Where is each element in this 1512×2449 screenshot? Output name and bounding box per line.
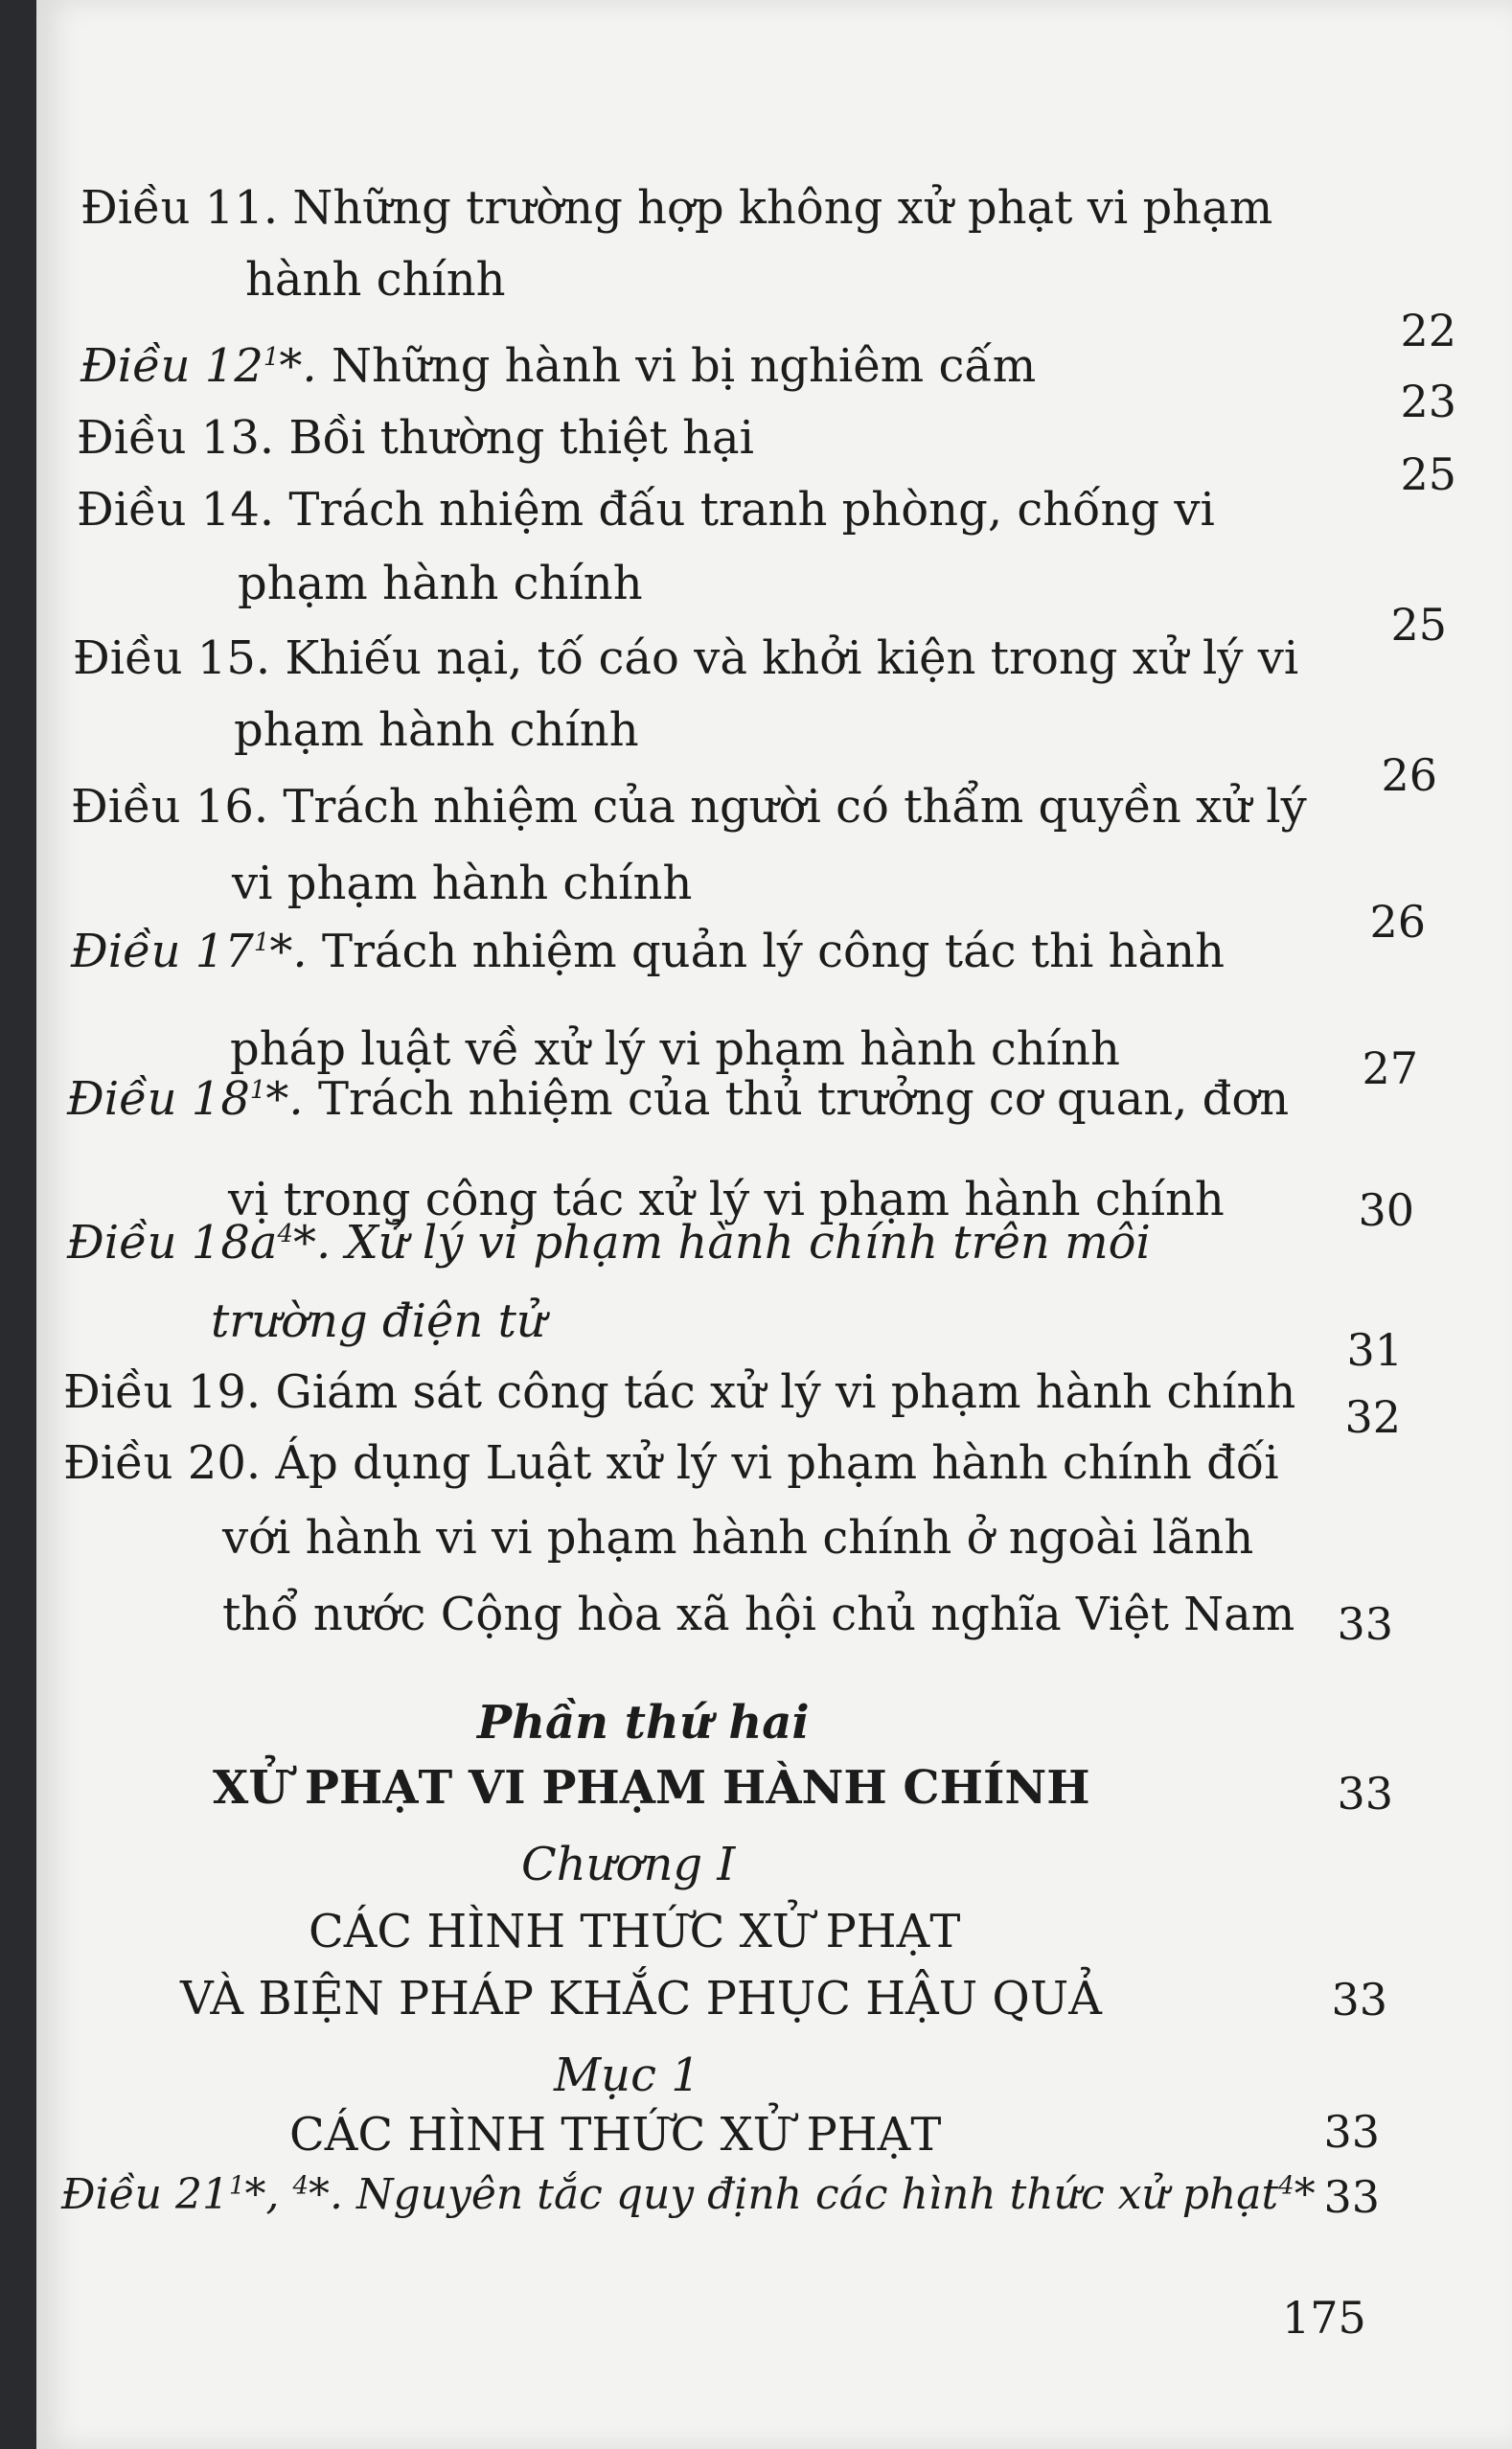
part-title: XỬ PHẠT VI PHẠM HÀNH CHÍNH: [213, 1761, 1090, 1815]
page-ref: 25: [1400, 448, 1456, 500]
toc-entry-dieu-19: [63, 1366, 1295, 1419]
book-page: [36, 0, 1512, 2449]
toc-entry-dieu-15: [73, 632, 1298, 685]
entry-text: thổ nước Cộng hòa xã hội chủ nghĩa Việt Nam: [222, 1588, 1295, 1641]
toc-entry-dieu-12: [80, 340, 1036, 393]
entry-label-mid: *,: [244, 2170, 293, 2219]
toc-entry-dieu-17-cont: [230, 1023, 1120, 1076]
entry-text: pháp luật về xử lý vi phạm hành chính: [230, 1022, 1120, 1076]
toc-entry-dieu-11: [80, 182, 1272, 235]
entry-text: Giám sát công tác xử lý vi phạm hành chính: [261, 1365, 1296, 1419]
entry-text: Nguyên tắc quy định các hình thức xử phạt: [343, 2170, 1279, 2219]
page-ref: 26: [1369, 896, 1426, 948]
entry-text: Trách nhiệm đấu tranh phòng, chống vi: [274, 483, 1215, 537]
section-label: Mục 1: [554, 2048, 700, 2102]
footnote-mark: 4: [1278, 2171, 1294, 2201]
entry-label: Điều 14.: [77, 483, 275, 537]
entry-label-suffix: *.: [293, 1216, 332, 1270]
toc-entry-dieu-17: [71, 926, 1225, 978]
chapter-label: Chương I: [521, 1838, 736, 1891]
page-ref: 27: [1362, 1042, 1418, 1094]
toc-entry-dieu-21: [61, 2171, 1316, 2220]
entry-text: Trách nhiệm của người có thẩm quyền xử lý: [268, 780, 1307, 834]
entry-text: Xử lý vi phạm hành chính trên môi: [331, 1216, 1151, 1270]
page-ref: 25: [1390, 599, 1447, 651]
entry-text: với hành vi vi phạm hành chính ở ngoài lãnh: [222, 1511, 1254, 1565]
entry-label: Điều 20.: [63, 1436, 262, 1490]
entry-label: Điều 18: [67, 1072, 250, 1126]
toc-entry-dieu-16: [71, 781, 1307, 834]
entry-text: phạm hành chính: [234, 703, 639, 757]
page-ref: 22: [1400, 305, 1456, 356]
page-ref: 33: [1337, 1598, 1393, 1650]
page-ref: 26: [1381, 749, 1437, 801]
toc-entry-dieu-18: [67, 1073, 1289, 1126]
footnote-mark: 4: [277, 1220, 294, 1248]
entry-label: Điều 18a: [67, 1216, 278, 1270]
footnote-mark: 1: [263, 343, 280, 372]
page-ref: 33: [1337, 1768, 1393, 1820]
page-ref: 32: [1344, 1391, 1401, 1443]
footnote-mark: 4: [292, 2171, 309, 2201]
entry-text: Những trường hợp không xử phạt vi phạm: [278, 181, 1273, 235]
part-label: Phần thứ hai: [477, 1696, 810, 1750]
toc-entry-dieu-18a-cont: [211, 1295, 546, 1348]
entry-label: Điều 11.: [80, 181, 279, 235]
entry-label-suffix: *.: [269, 925, 308, 978]
toc-entry-dieu-11-cont: [245, 254, 506, 307]
page-ref: 33: [1323, 2106, 1380, 2158]
entry-label: Điều 19.: [63, 1365, 262, 1419]
entry-label-suffix: *.: [309, 2170, 344, 2219]
entry-label: Điều 13.: [77, 411, 275, 465]
page-ref: 23: [1400, 376, 1456, 427]
entry-text: Những hành vi bị nghiêm cấm: [316, 339, 1037, 393]
footnote-mark: 1: [249, 1076, 266, 1105]
page-number: 175: [1282, 2292, 1366, 2344]
entry-label: Điều 16.: [71, 780, 269, 834]
chapter-title-line1: CÁC HÌNH THỨC XỬ PHẠT: [309, 1905, 961, 1958]
toc-entry-dieu-13: [77, 412, 754, 465]
entry-label-suffix: *.: [279, 339, 317, 393]
entry-text: Khiếu nại, tố cáo và khởi kiện trong xử lý vi: [270, 631, 1299, 685]
toc-entry-dieu-15-cont: [234, 704, 639, 757]
entry-text: vị trong công tác xử lý vi phạm hành chính: [228, 1173, 1225, 1226]
page-ref: 30: [1358, 1184, 1414, 1236]
page-ref: 33: [1323, 2171, 1380, 2223]
page-ref: 33: [1331, 1974, 1387, 2026]
entry-text: Áp dụng Luật xử lý vi phạm hành chính đối: [261, 1436, 1279, 1490]
section-title: CÁC HÌNH THỨC XỬ PHẠT: [289, 2108, 942, 2162]
toc-entry-dieu-16-cont: [232, 858, 692, 910]
entry-text: Bồi thường thiệt hại: [274, 411, 754, 465]
page-ref: 31: [1346, 1324, 1403, 1376]
entry-label-suffix: *.: [265, 1072, 304, 1126]
toc-entry-dieu-14-cont: [238, 558, 643, 610]
toc-entry-dieu-20: [63, 1437, 1279, 1490]
entry-label: Điều 21: [61, 2170, 229, 2219]
chapter-title-line2: VÀ BIỆN PHÁP KHẮC PHỤC HẬU QUẢ: [180, 1972, 1102, 2026]
footnote-mark: 1: [228, 2171, 245, 2201]
entry-label: Điều 15.: [73, 631, 271, 685]
entry-text-tail: *: [1294, 2170, 1316, 2219]
entry-label: Điều 12: [80, 339, 263, 393]
entry-label: Điều 17: [71, 925, 254, 978]
entry-text: Trách nhiệm quản lý công tác thi hành: [307, 925, 1225, 978]
entry-text: Trách nhiệm của thủ trưởng cơ quan, đơn: [303, 1072, 1290, 1126]
toc-entry-dieu-14: [77, 484, 1215, 537]
entry-text: hành chính: [245, 253, 506, 307]
entry-text: phạm hành chính: [238, 557, 643, 610]
entry-text: vi phạm hành chính: [232, 857, 693, 910]
footnote-mark: 1: [253, 928, 270, 957]
toc-entry-dieu-20-cont2: [222, 1589, 1294, 1641]
entry-text: trường điện tử: [211, 1294, 546, 1348]
toc-entry-dieu-18a: [67, 1217, 1151, 1270]
toc-entry-dieu-20-cont1: [222, 1512, 1253, 1565]
